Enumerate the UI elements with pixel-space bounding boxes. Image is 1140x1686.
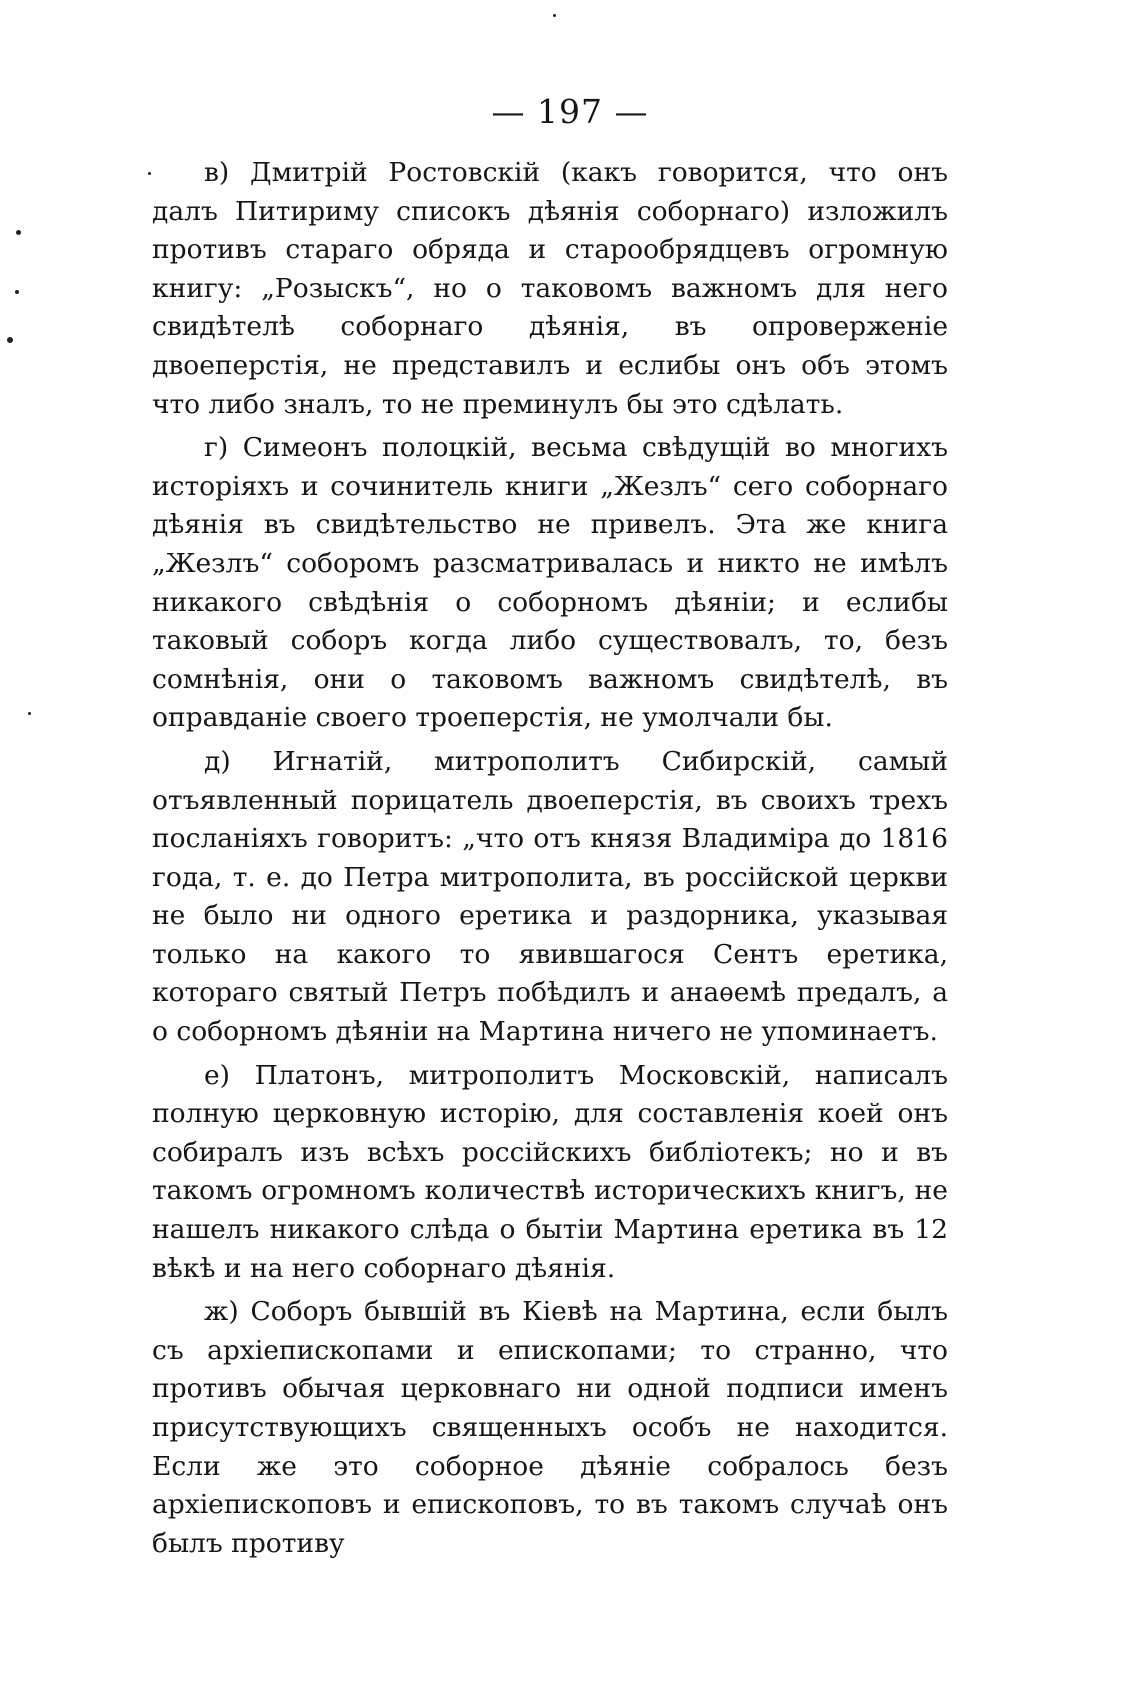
margin-dot (16, 230, 21, 235)
margin-dot (553, 14, 556, 17)
margin-dot (15, 290, 19, 294)
margin-dot (28, 712, 31, 715)
body-text (152, 154, 948, 1568)
paragraph-zh: ж) Соборъ бывшій въ Кіевѣ на Мартина, если былъ съ архіепископами и епископами; то странно, что противъ обычая церковнаго ни одной подписи именъ присутствующихъ священныхъ особъ не находится. Если же это соборное дѣяніе собралось безъ архіепископовъ и епископовъ, то въ такомъ случаѣ онъ былъ противу (152, 1296, 948, 1559)
margin-dot (7, 337, 13, 343)
paragraph-g: г) Симеонъ полоцкій, весьма свѣдущій во многихъ исторіяхъ и сочинитель книги „Жезлъ“ сего соборнаго дѣянія въ свидѣтельство не привелъ. Эта же книга „Жезлъ“ соборомъ разсматривалась и никто не имѣлъ никакого свѣдѣнія о соборномъ дѣяніи; и еслибы таковый соборъ когда либо существовалъ, то, безъ сомнѣнія, они о таковомъ важномъ свидѣтелѣ, въ оправданіе своего троеперстія, не умолчали бы. (152, 432, 948, 734)
paragraph-d: д) Игнатій, митрополитъ Сибирскій, самый отъявленный порицатель двоеперстія, въ своихъ трехъ посланіяхъ говоритъ: „что отъ князя Владиміра до 1816 года, т. е. до Петра митрополита, въ россійской церкви не было ни одного еретика и раздорника, указывая только на какого то явившагося Сентъ еретика, котораго святый Петръ побѣдилъ и анаѳемѣ предалъ, а о соборномъ дѣяніи на Мартина ничего не упоминаетъ. (152, 745, 948, 1048)
paragraph-e: е) Платонъ, митрополитъ Московскій, написалъ полную церковную исторію, для составленія коей онъ собиралъ изъ всѣхъ россійскихъ библіотекъ; но и въ такомъ огромномъ количествѣ историческихъ книгъ, не нашелъ никакого слѣда о бытіи Мартина еретика въ 12 вѣкѣ и на него соборнаго дѣянія. (152, 1059, 948, 1284)
page-number: — 197 — (491, 92, 649, 131)
margin-dot (148, 172, 151, 175)
paragraph-v: в) Дмитрій Ростовскій (какъ говорится, что онъ далъ Питириму списокъ дѣянія соборнаго) изложилъ противъ стараго обряда и старообрядцевъ огромную книгу: „Розыскъ“, но о таковомъ важномъ для него свидѣтелѣ соборнаго дѣянія, въ опроверженіе двоеперстія, не представилъ и еслибы онъ объ этомъ что либо зналъ, то не преминулъ бы это сдѣлать. (152, 157, 948, 420)
